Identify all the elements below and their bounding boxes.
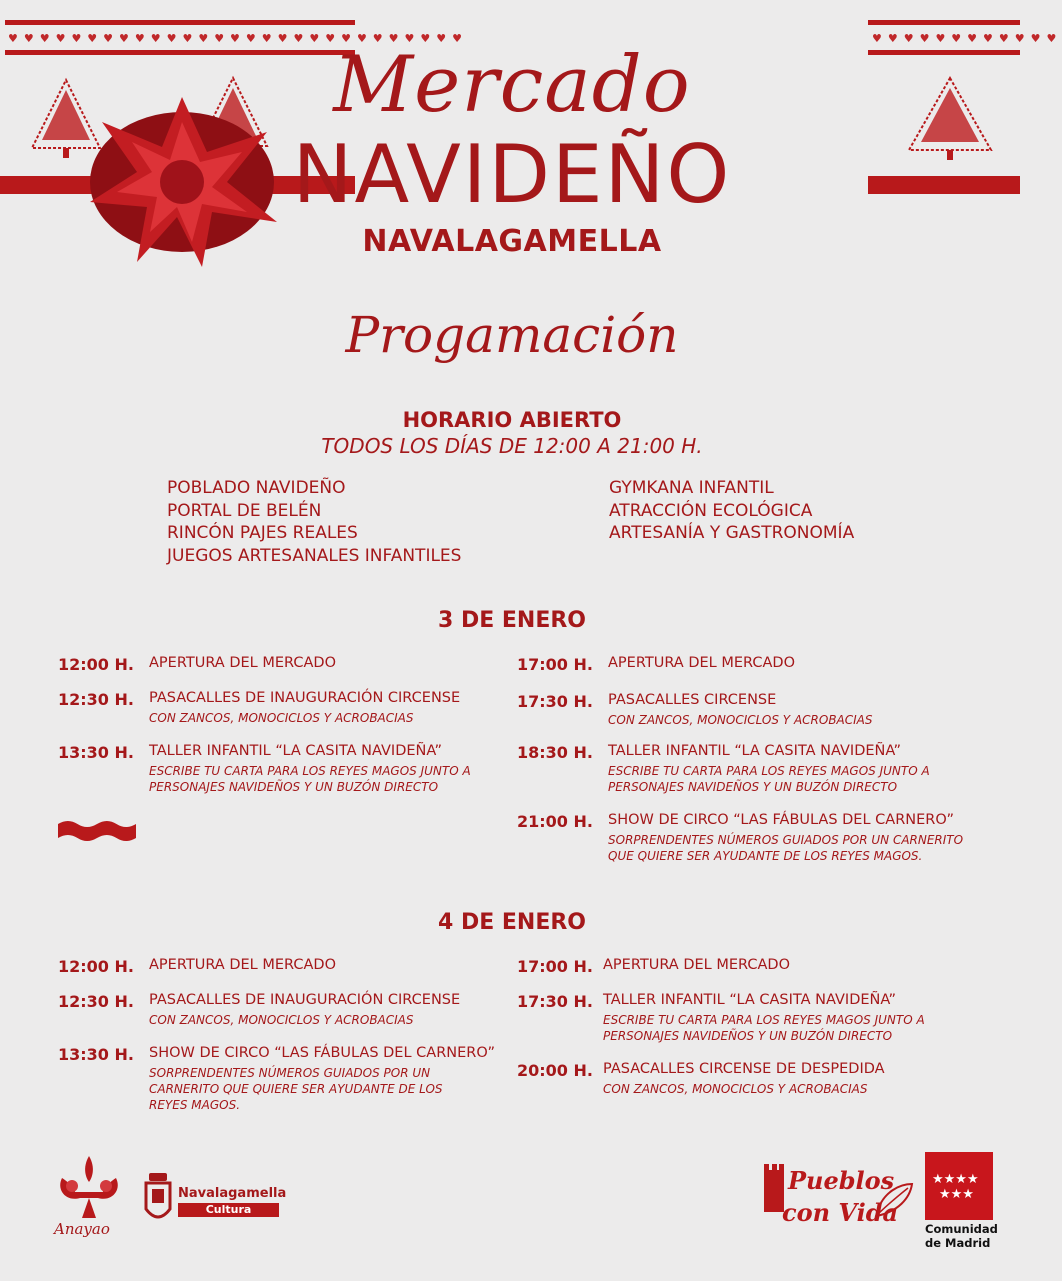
stars-icon bbox=[930, 1170, 988, 1202]
event-title: TALLER INFANTIL “LA CASITA NAVIDEÑA” bbox=[603, 992, 897, 1008]
event-title: PASACALLES CIRCENSE bbox=[608, 692, 777, 708]
title-script: Mercado bbox=[333, 40, 691, 130]
event-time: 17:30 H. bbox=[517, 692, 593, 711]
event-time: 12:30 H. bbox=[58, 690, 134, 709]
event-title: APERTURA DEL MERCADO bbox=[149, 655, 336, 671]
activity-item: ATRACCIÓN ECOLÓGICA bbox=[609, 500, 813, 521]
event-time: 20:00 H. bbox=[517, 1061, 593, 1080]
section-title: Progamación bbox=[345, 306, 679, 364]
pueblos-label: Pueblos bbox=[788, 1166, 895, 1195]
con-vida-label: con Vida bbox=[782, 1198, 899, 1227]
activities-left bbox=[167, 477, 461, 567]
event-title: TALLER INFANTIL “LA CASITA NAVIDEÑA” bbox=[149, 743, 443, 759]
event-description: ESCRIBE TU CARTA PARA LOS REYES MAGOS JUNTO A PERSONAJES NAVIDEÑOS Y UN BUZÓN DIRECTO bbox=[603, 1013, 925, 1043]
event-title: SHOW DE CIRCO “LAS FÁBULAS DEL CARNERO” bbox=[608, 812, 955, 828]
leaf-icon bbox=[872, 1180, 914, 1220]
page-title: NAVIDEÑO bbox=[292, 128, 732, 221]
event-description: CON ZANCOS, MONOCICLOS Y ACROBACIAS bbox=[149, 1013, 414, 1027]
event-title: APERTURA DEL MERCADO bbox=[608, 655, 795, 671]
hours-subtitle: TODOS LOS DÍAS DE 12:00 A 21:00 H. bbox=[321, 434, 703, 458]
activity-item: POBLADO NAVIDEÑO bbox=[167, 478, 346, 498]
event-time: 17:00 H. bbox=[517, 655, 593, 674]
de-madrid-label: de Madrid bbox=[925, 1236, 991, 1250]
svg-text:★★★: ★★★ bbox=[939, 1187, 974, 1202]
event-description: CON ZANCOS, MONOCICLOS Y ACROBACIAS bbox=[603, 1082, 868, 1096]
event-time: 18:30 H. bbox=[517, 743, 593, 762]
comunidad-label: Comunidad bbox=[925, 1222, 998, 1236]
event-title: SHOW DE CIRCO “LAS FÁBULAS DEL CARNERO” bbox=[149, 1045, 496, 1061]
event-title: PASACALLES DE INAUGURACIÓN CIRCENSE bbox=[149, 992, 461, 1008]
event-time: 12:00 H. bbox=[58, 655, 134, 674]
anayao-label: Anayao bbox=[54, 1220, 110, 1238]
event-title: APERTURA DEL MERCADO bbox=[603, 957, 790, 973]
event-title: PASACALLES CIRCENSE DE DESPEDIDA bbox=[603, 1061, 885, 1077]
event-time: 17:30 H. bbox=[517, 992, 593, 1011]
event-time: 12:00 H. bbox=[58, 957, 134, 976]
activity-item: ARTESANÍA Y GASTRONOMÍA bbox=[609, 523, 855, 543]
activity-item: GYMKANA INFANTIL bbox=[609, 478, 774, 498]
day-title: 3 DE ENERO bbox=[437, 608, 587, 633]
activity-item: JUEGOS ARTESANALES INFANTILES bbox=[167, 545, 462, 566]
event-time: 12:30 H. bbox=[58, 992, 134, 1011]
activities-right bbox=[609, 477, 854, 545]
cultura-label: Cultura bbox=[205, 1203, 252, 1216]
event-time: 13:30 H. bbox=[58, 1045, 134, 1064]
event-time: 17:00 H. bbox=[517, 957, 593, 976]
event-description: ESCRIBE TU CARTA PARA LOS REYES MAGOS JUNTO A PERSONAJES NAVIDEÑOS Y UN BUZÓN DIRECTO bbox=[608, 764, 930, 794]
event-title: TALLER INFANTIL “LA CASITA NAVIDEÑA” bbox=[608, 743, 902, 759]
day-title: 4 DE ENERO bbox=[437, 910, 587, 935]
event-description: SORPRENDENTES NÚMEROS GUIADOS POR UN CARNERITO QUE QUIERE SER AYUDANTE DE LOS REYES MAGOS. bbox=[149, 1066, 443, 1112]
event-description: ESCRIBE TU CARTA PARA LOS REYES MAGOS JUNTO A PERSONAJES NAVIDEÑOS Y UN BUZÓN DIRECTO bbox=[149, 764, 471, 794]
event-description: CON ZANCOS, MONOCICLOS Y ACROBACIAS bbox=[608, 713, 873, 727]
event-time: 13:30 H. bbox=[58, 743, 134, 762]
event-title: APERTURA DEL MERCADO bbox=[149, 957, 336, 973]
activity-item: PORTAL DE BELÉN bbox=[167, 500, 322, 521]
event-time: 21:00 H. bbox=[517, 812, 593, 831]
navalagamella-label: Navalagamella bbox=[178, 1186, 287, 1201]
wave-divider-icon bbox=[58, 820, 136, 842]
hours-heading: HORARIO ABIERTO bbox=[402, 408, 622, 432]
town-name: NAVALAGAMELLA bbox=[362, 224, 662, 259]
activity-item: RINCÓN PAJES REALES bbox=[167, 523, 358, 543]
event-title: PASACALLES DE INAUGURACIÓN CIRCENSE bbox=[149, 690, 461, 706]
coat-of-arms-icon bbox=[143, 1171, 173, 1227]
svg-text:★★★★: ★★★★ bbox=[932, 1172, 979, 1187]
event-description: SORPRENDENTES NÚMEROS GUIADOS POR UN CARNERITO QUE QUIERE SER AYUDANTE DE LOS REYES MAGOS. bbox=[608, 833, 964, 863]
event-description: CON ZANCOS, MONOCICLOS Y ACROBACIAS bbox=[149, 711, 414, 725]
